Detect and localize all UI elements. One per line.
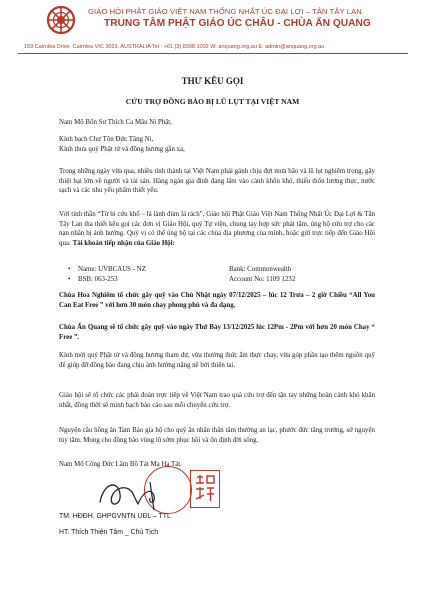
letter-title: THƯ KÊU GỌI [181,76,244,86]
letter-subtitle: CỨU TRỢ ĐỒNG BÀO BỊ LŨ LỤT TẠI VIỆT NAM [125,97,300,106]
salutation-sangha: Kính bạch Chư Tôn Đức Tăng Ni, [59,136,154,143]
square-seal-stamp [190,470,220,508]
paragraph-appeal-text: Với tinh thần “Từ bi cứu khổ – lá lành đùm lá rách”, Giáo hội Phật Giáo Việt Nam Thống Nhất Úc Đại Lợi & Tân Tây Lan tha thiết kêu gọi các đơn vị Giáo Hội, quý Tự viện, chung tay hợp sức phát tâm, ủng hộ cứu trợ cho các nạn nhân bị ảnh hưởng. Quý vị có thể ủng hộ tại các chùa địa phương của mình, hoặc gửi trực tiếp đến Giáo Hội qua: [59,211,375,247]
dharma-wheel-logo-icon [46,5,76,35]
bank-details-right [229,265,379,284]
paragraph-blessing: Nguyện cầu hồng ân Tam Bảo gia hộ cho quý ân nhân thân tâm thường an lạc, phước đức tăng trưởng, sở nguyện tùy tâm. Mong cho đồng bào vùng lũ sớm phục hồi và ổn định đời sống. [59,427,375,444]
header-divider [18,53,408,54]
bank-details-left [68,265,238,284]
bullet-icon: • [68,275,71,283]
signer-name: HT. Thích Thiện Tâm _ Chủ Tịch [59,529,159,536]
handwritten-signature [94,474,184,514]
paragraph-invitation: Kính mời quý Phật tử và đồng hương tham dự, vừa thưởng thức ẩm thực chay, vừa góp phần tạo thêm nguồn quỹ để giúp đỡ đồng bào đang chịu ảnh hưởng nặng nề bởi thiên tai. [59,352,375,369]
paragraph-situation: Trong những ngày vừa qua, nhiều tỉnh thành tại Việt Nam phải gánh chịu đợt mưa bão và lũ lụt nghiêm trọng, gây thiệt hại lớn về người và tài sản. Hàng ngàn gia đình đang lâm vào cảnh khốn khó, thiếu thốn lương thực, nước sạch và các nhu yếu phẩm thiết yếu. [59,168,375,195]
salutation-laity: Kính thưa quý Phật tử và đồng hương gần xa, [59,146,185,153]
bsb-number: BSB: 063-253 [78,275,118,283]
account-name: Name: UVBCAUS - NZ [78,266,146,273]
temple-name: TRUNG TÂM PHẬT GIÁO ÚC CHÂU - CHÙA ẤN QUANG [104,18,371,29]
contact-address: 159 Cairnlea Drive, Cairnlea VIC 3023, AUSTRALIA Tel : +61 (3) 8308 1002 W: anquang.org.au E: admin@anquang.org.au [24,44,325,50]
bullet-icon: • [68,266,71,273]
signer-organization: TM. HĐĐH. GHPGVNTN UĐL – TTL [59,513,171,520]
closing-line: Nam Mô Công Đức Lâm Bồ Tát Ma Ha Tát. [59,461,182,468]
salutation-buddha: Nam Mô Bổn Sư Thích Ca Mâu Ni Phật, [59,119,172,126]
event-hoa-nghiem: Chùa Hoa Nghiêm tổ chức gây quỹ vào Chủ Nhật ngày 07/12/2025 – lúc 12 Trưa – 2 giờ Chiều “All You Can Eat Free ” với hơn 30 món chay phong phú và đa dạng. [59,292,375,309]
paragraph-relief-mission: Giáo hội sẽ tổ chức các phái đoàn trực tiếp về Việt Nam trao quà cứu trợ đến tận tay những hoàn cảnh khó khăn nhất, đồng thời sẽ minh bạch báo cáo sau mỗi chuyến cứu trợ. [59,392,375,409]
bsb-row [68,275,238,285]
event-an-quang: Chùa Ấn Quang sẽ tổ chức gây quỹ vào ngày Thứ Bảy 13/12/2025 lúc 12Pm - 2Pm với hơn 20 món Chay “ Free ”. [59,324,375,341]
org-name-line: GIÁO HỘI PHẬT GIÁO VIỆT NAM THỐNG NHẤT ÚC ĐẠI LỢI – TÂN TÂY LAN [88,7,362,16]
account-heading: Tài khoản tiếp nhận của Giáo Hội: [72,239,175,247]
account-name-row [68,265,238,275]
account-number: Account No: 1109 1232 [229,275,296,283]
paragraph-appeal [59,210,375,248]
bank-name: Bank: Commonwealth [229,266,292,273]
